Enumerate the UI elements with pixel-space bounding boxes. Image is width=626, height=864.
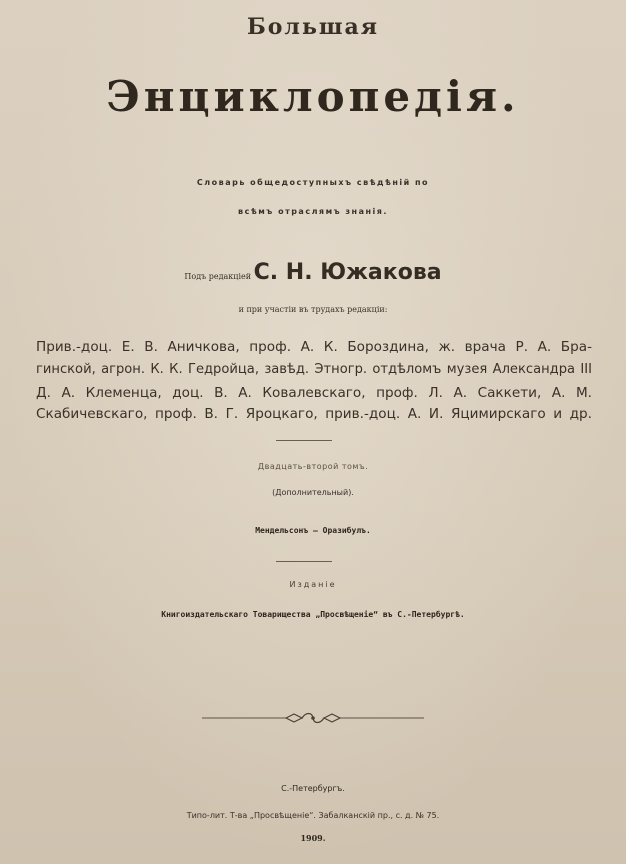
editor-name: С. Н. Южакова	[253, 260, 442, 285]
editor-prefix: Подъ редакціей	[184, 272, 252, 281]
volume-note: (Дополнительный).	[272, 488, 354, 497]
ornament-divider-icon	[202, 706, 424, 730]
volume-title: Двадцать-второй томъ.	[257, 462, 369, 471]
contributors-line-4: Скабичевскаго, проф. В. Г. Яроцкаго, прив.-доц. А. И. Яцимирскаго и др.	[36, 406, 592, 422]
contributors-line-1: Прив.-доц. Е. В. Аничкова, проф. А. К. Бороздина, ж. врача Р. А. Бра-	[36, 339, 592, 355]
publisher-line: Книгоиздательскаго Товарищества „Просвѣщеніе“ въ С.-Петербургѣ.	[161, 610, 465, 619]
edition-label: Изданіе	[289, 580, 337, 589]
imprint-year: 1909.	[300, 833, 326, 843]
subtitle-line-2: всѣмъ отраслямъ знанія.	[238, 207, 388, 216]
participation-line: и при участіи въ трудахъ редакціи:	[238, 305, 388, 314]
divider-rule-bottom	[276, 561, 332, 562]
imprint-city: С.-Петербургъ.	[281, 784, 345, 793]
imprint-press: Типо-лит. Т-ва „Просвѣщеніе“. Забалканскій пр., с. д. № 75.	[186, 811, 440, 820]
contributors-line-2: гинской, агрон. К. К. Гедройца, завѣд. Этногр. отдѣломъ музея Александра III	[36, 362, 592, 377]
title-line-2: Энциклопедія.	[106, 72, 520, 121]
volume-range: Мендельсонъ — Оразибулъ.	[255, 526, 371, 535]
editor-line	[0, 260, 626, 285]
divider-rule-top	[276, 440, 332, 441]
contributors-line-3: Д. А. Клеменца, доц. В. А. Ковалевскаго, проф. Л. А. Саккети, А. М.	[36, 385, 592, 401]
title-line-1: Большая	[246, 14, 380, 40]
subtitle-line-1: Словарь общедоступныхъ свѣдѣній по	[196, 178, 430, 187]
